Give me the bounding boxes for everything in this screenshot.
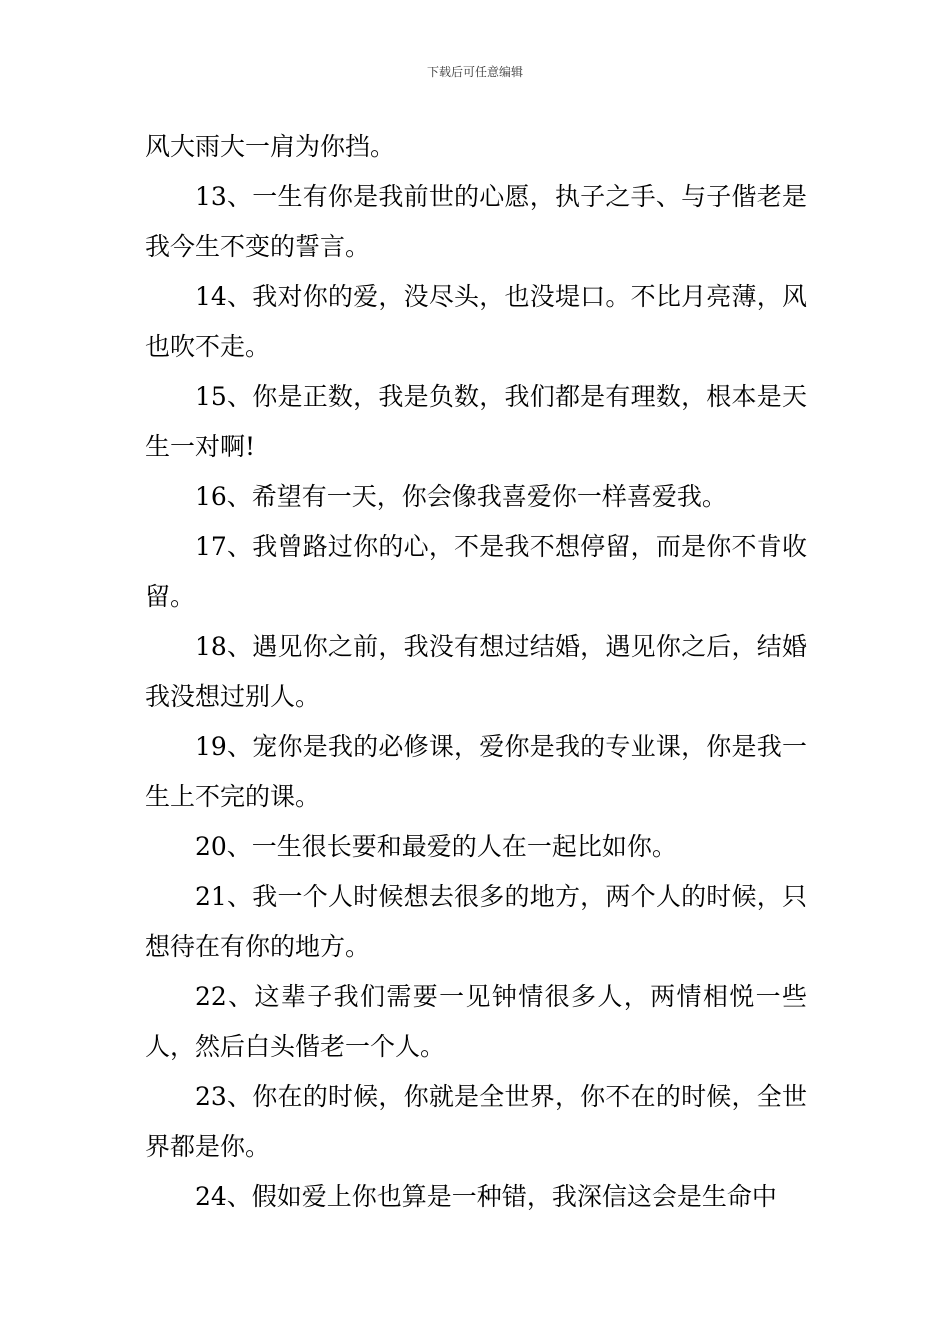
paragraph: 19、宠你是我的必修课，爱你是我的专业课，你是我一生上不完的课。 (145, 732, 807, 811)
paragraph: 16、希望有一天，你会像我喜爱你一样喜爱我。 (195, 482, 727, 511)
paragraph: 15、你是正数，我是负数，我们都是有理数，根本是天生一对啊! (145, 382, 807, 461)
page-header: 下载后可任意编辑 (426, 65, 523, 79)
paragraph: 22、这辈子我们需要一见钟情很多人，两情相悦一些人，然后白头偕老一个人。 (145, 982, 807, 1061)
paragraph: 14、我对你的爱，没尽头，也没堤口。不比月亮薄，风也吹不走。 (145, 282, 807, 361)
paragraph: 17、我曾路过你的心，不是我不想停留，而是你不肯收留。 (145, 532, 807, 611)
paragraph: 23、你在的时候，你就是全世界，你不在的时候，全世界都是你。 (145, 1082, 807, 1161)
document-body (145, 122, 807, 1222)
paragraph: 18、遇见你之前，我没有想过结婚，遇见你之后，结婚我没想过别人。 (145, 632, 807, 711)
paragraph: 20、一生很长要和最爱的人在一起比如你。 (195, 832, 677, 861)
paragraph: 13、一生有你是我前世的心愿，执子之手、与子偕老是我今生不变的誓言。 (145, 182, 807, 261)
paragraph: 24、假如爱上你也算是一种错，我深信这会是生命中 (195, 1182, 777, 1211)
paragraph: 风大雨大一肩为你挡。 (145, 132, 396, 161)
paragraph: 21、我一个人时候想去很多的地方，两个人的时候，只想待在有你的地方。 (145, 882, 807, 961)
